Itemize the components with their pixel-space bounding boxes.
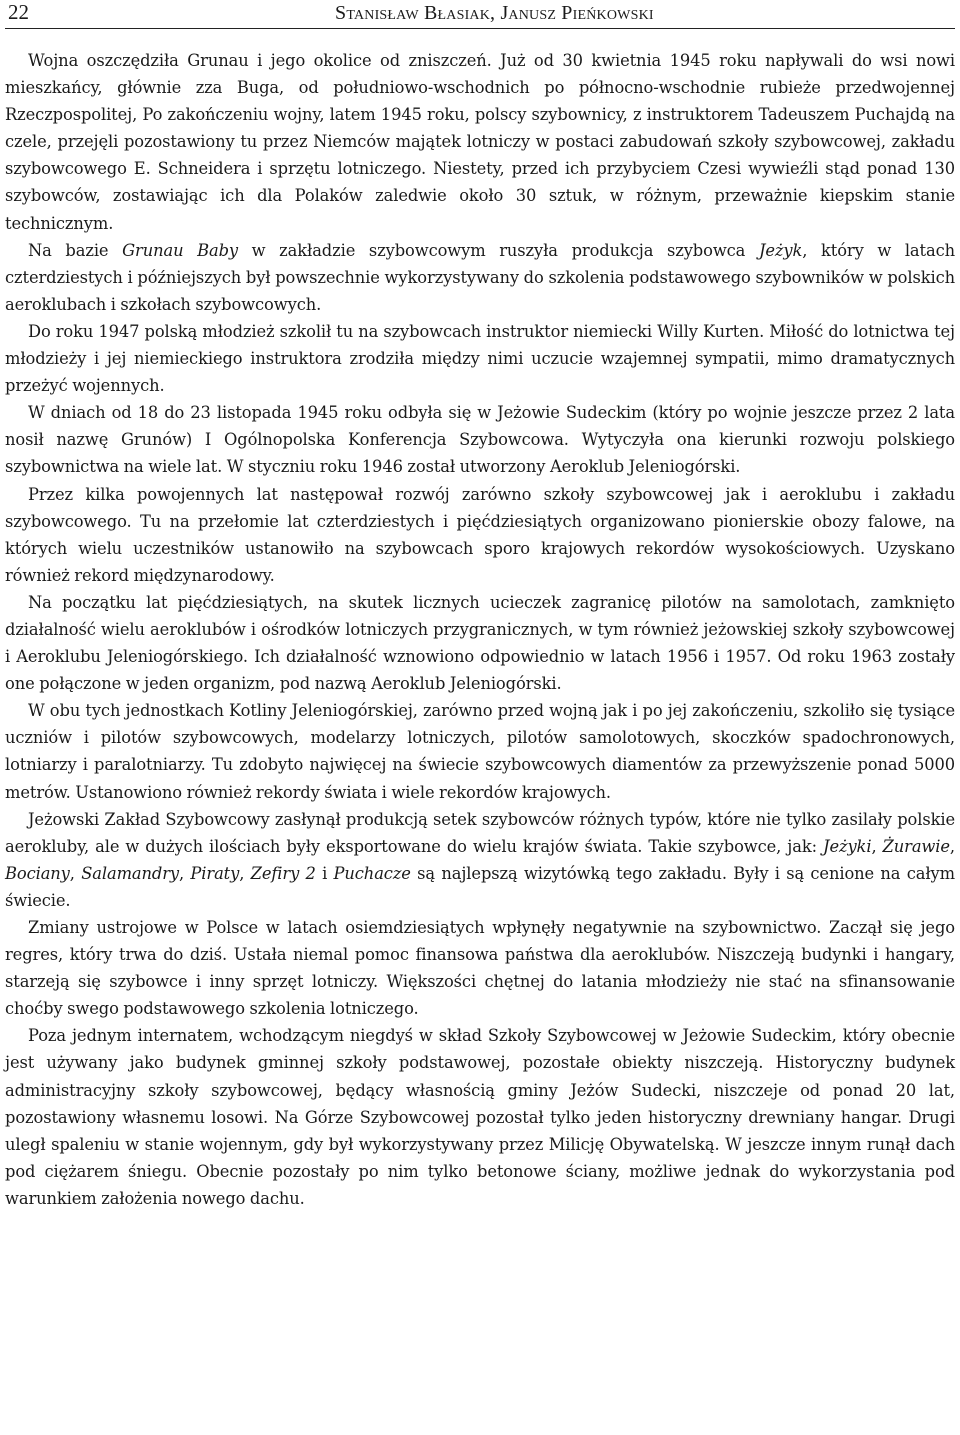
paragraph	[5, 914, 955, 1022]
text-run: Poza jednym internatem, wchodzącym niegdyś w skład Szkoły Szybowcowej w Jeżowie Sudeckim, który obecnie jest używany jako budynek gminnej szkoły podstawowej, pozostałe obiekty niszczeją. Historyczny budynek administracyjny szkoły szybowcowej, będący własnością gminy Jeżów Sudecki, niszczeje od ponad 20 lat, pozostawiony własnemu losowi. Na Górze Szybowcowej pozostał tylko jeden historyczny drewniany hangar. Drugi uległ spaleniu w stanie wojennym, gdy był wykorzystywany przez Milicję Obywatelską. W jeszcze innym runął dach pod ciężarem śniegu. Obecnie pozostały po nim tylko betonowe ściany, możliwe jednak do wykorzystania pod warunkiem założenia nowego dachu.	[5, 1026, 955, 1208]
text-run: ,	[179, 863, 191, 883]
paragraph	[5, 1022, 955, 1212]
running-head	[5, 0, 955, 29]
text-run: , który w latach czterdziestych i późniejszych był powszechnie wykorzystywany do szkolenia podstawowego szybowników w polskich aeroklubach i szkołach szybowcowych.	[5, 240, 955, 314]
paragraph	[5, 237, 955, 318]
text-run: są najlepszą wizytówką tego zakładu. Były i są cenione na całym świecie.	[5, 863, 955, 910]
text-run: W obu tych jednostkach Kotliny Jeleniogórskiej, zarówno przed wojną jak i po jej zakończeniu, szkoliło się tysiące uczniów i pilotów szybowcowych, modelarzy lotniczych, pilotów samolotowych, skoczków spadochronowych, lotniarzy i paralotniarzy. Tu zdobyto najwięcej na świecie szybowcowych diamentów za przewyższenie ponad 5000 metrów. Ustanowiono również rekordy świata i wiele rekordów krajowych.	[5, 701, 955, 802]
italic-term: Bociany	[5, 863, 70, 883]
paragraph	[5, 399, 955, 480]
paragraph	[5, 806, 955, 914]
italic-term: Puchacze	[333, 863, 411, 883]
text-run: i	[315, 863, 334, 883]
italic-term: Zefiry 2	[250, 863, 316, 883]
italic-term: Piraty	[190, 863, 240, 883]
article-body	[5, 47, 955, 1212]
text-run: W dniach od 18 do 23 listopada 1945 roku odbyła się w Jeżowie Sudeckim (który po wojnie jeszcze przez 2 lata nosił nazwę Grunów) I Ogólnopolska Konferencja Szybowcowa. Wytyczyła ona kierunki rozwoju polskiego szybownictwa na wiele lat. W styczniu roku 1946 został utworzony Aeroklub Jeleniogórski.	[5, 403, 955, 477]
paragraph	[5, 318, 955, 399]
text-run: Jeżowski Zakład Szybowcowy zasłynął produkcją setek szybowców różnych typów, które nie tylko zasilały polskie aerokluby, ale w dużych ilościach były eksportowane do wielu krajów świata. Takie szybowce, jak:	[5, 809, 955, 856]
text-run: ,	[949, 836, 955, 856]
text-run: ,	[239, 863, 251, 883]
text-run: Zmiany ustrojowe w Polsce w latach osiemdziesiątych wpłynęły negatywnie na szybownictwo. Zaczął się jego regres, który trwa do dziś. Ustała niemal pomoc finansowa państwa dla aeroklubów. Niszczeją budynki i hangary, starzeją się szybowce i inny sprzęt lotniczy. Większości chętnej do latania młodzieży nie stać na sfinansowanie choćby swego podstawowego szkolenia lotniczego.	[5, 918, 955, 1019]
text-run: Do roku 1947 polską młodzież szkolił tu na szybowcach instruktor niemiecki Willy Kurten. Miłość do lotnictwa tej młodzieży i jej niemieckiego instruktora zrodziła między nimi uczucie wzajemnej sympatii, mimo dramatycznych przeżyć wojennych.	[5, 321, 955, 396]
italic-term: Salamandry	[81, 863, 180, 883]
page-number: 22	[8, 0, 29, 24]
text-run: ,	[69, 863, 82, 883]
text-run: Na bazie	[28, 240, 123, 260]
text-run: ,	[871, 836, 883, 856]
paragraph	[5, 697, 955, 805]
italic-term: Jeżyk	[758, 240, 803, 260]
text-run: Na początku lat pięćdziesiątych, na skutek licznych ucieczek zagranicę pilotów na samolotach, zamknięto działalność wielu aeroklubów i ośrodków lotniczych przygranicznych, w tym również jeżowskiej szkoły szybowcowej i Aeroklubu Jeleniogórskiego. Ich działalność wznowiono odpowiednio w latach 1956 i 1957. Od roku 1963 zostały one połączone w jeden organizm, pod nazwą Aeroklub Jeleniogórski.	[5, 592, 955, 694]
italic-term: Grunau Baby	[122, 240, 239, 260]
italic-term: Jeżyki	[823, 836, 872, 856]
italic-term: Żurawie	[882, 836, 950, 856]
paragraph	[5, 589, 955, 697]
paragraph	[5, 481, 955, 589]
running-head-authors: Stanisław Błasiak, Janusz Pieńkowski	[335, 2, 654, 24]
text-run: Wojna oszczędziła Grunau i jego okolice od zniszczeń. Już od 30 kwietnia 1945 roku napływali do wsi nowi mieszkańcy, głównie zza Buga, od południowo-wschodnich po północno-wschodnie rubieże przedwojennej Rzeczpospolitej, Po zakończeniu wojny, latem 1945 roku, polscy szybownicy, z instruktorem Tadeuszem Puchajdą na czele, przejęli pozostawiony tu przez Niemców majątek lotniczy w postaci zabudowań szkoły szybowcowej, zakładu szybowcowego E. Schneidera i sprzętu lotniczego. Niestety, przed ich przybyciem Czesi wywieźli stąd ponad 130 szybowców, zostawiając ich dla Polaków zaledwie około 30 sztuk, w różnym, przeważnie kiepskim stanie technicznym.	[5, 51, 955, 233]
text-run: w zakładzie szybowcowym ruszyła produkcja szybowca	[238, 240, 759, 260]
paragraph	[5, 47, 955, 237]
text-run: Przez kilka powojennych lat następował rozwój zarówno szkoły szybowcowej jak i aeroklubu i zakładu szybowcowego. Tu na przełomie lat czterdziestych i pięćdziesiątych organizowano pionierskie obozy falowe, na których wielu uczestników ustanowiło na szybowcach sporo krajowych rekordów wysokościowych. Uzyskano również rekord międzynarodowy.	[5, 484, 955, 585]
